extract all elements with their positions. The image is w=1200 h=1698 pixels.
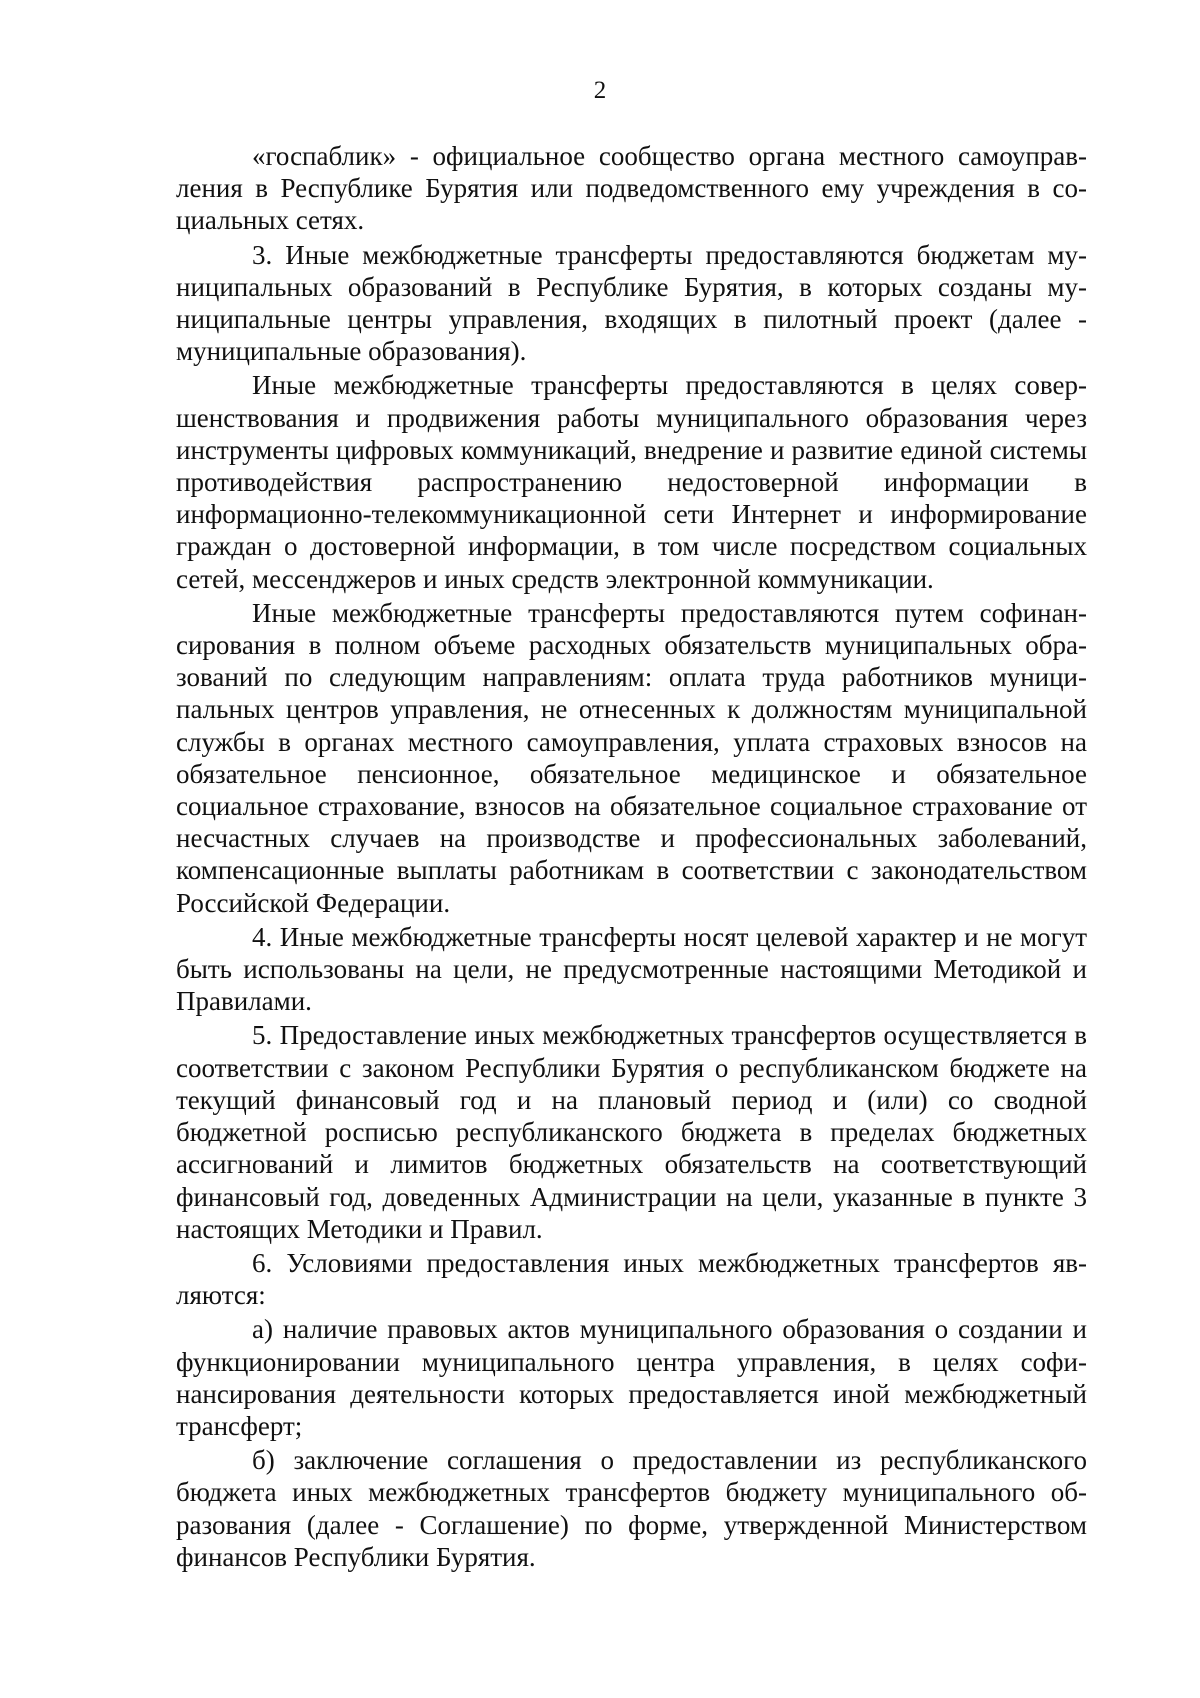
paragraph-gospablik-definition: «госпаблик» - официальное сообщество органа местного самоуправления в Республике Бурятия или подведомственного ему учреждения в социальных сетях. <box>176 141 1087 236</box>
page-number: 2 <box>593 77 607 104</box>
paragraph-6: 6. Условиями предоставления иных межбюджетных трансфертов являются: <box>176 1247 1087 1311</box>
paragraph-5: 5. Предоставление иных межбюджетных трансфертов осуществляется в соответствии с законом Республики Бурятия о республиканском бюджете на текущий финансовый год и на плановый период и (или) со сводной бюджетной росписью республиканского бюджета в пределах бюджетных ассигнований и лимитов бюджетных обязательств на соответствующий финансовый год, доведенных Администрации на цели, указанные в пункте 3 настоящих Методики и Правил. <box>176 1020 1087 1244</box>
paragraph-3-purpose: Иные межбюджетные трансферты предоставляются в целях совершенствования и продвижения работы муниципального образования через инструменты цифровых коммуникаций, внедрение и развитие единой системы противодействия распространению недостоверной информации в информационно-телекоммуникационной сети Интернет и информирование граждан о достоверной информации, в том числе посредством социальных сетей, мессенджеров и иных средств электронной коммуникации. <box>176 370 1087 594</box>
paragraph-6a: а) наличие правовых актов муниципального образования о создании и функционировании муниципального центра управления, в целях софинансирования деятельности которых предоставляется иной межбюджетный трансферт; <box>176 1314 1087 1441</box>
paragraph-3: 3. Иные межбюджетные трансферты предоставляются бюджетам муниципальных образований в Республике Бурятия, в которых созданы муниципальные центры управления, входящих в пилотный проект (далее - муниципальные образования). <box>176 239 1087 367</box>
document-body <box>176 140 1087 1573</box>
paragraph-3-cofinancing: Иные межбюджетные трансферты предоставляются путем софинансирования в полном объеме расходных обязательств муниципальных образований по следующим направлениям: оплата труда работников муниципальных центров управления, не отнесенных к должностям муниципальной службы в органах местного самоуправления, уплата страховых взносов на обязательное пенсионное, обязательное медицинское и обязательное социальное страхование, взносов на обязательное социальное страхование от несчастных случаев на производстве и профессиональных заболеваний, компенсационные выплаты работникам в соответствии с законодательством Российской Федерации. <box>176 597 1087 918</box>
paragraph-6b: б) заключение соглашения о предоставлении из республиканского бюджета иных межбюджетных трансфертов бюджету муниципального образования (далее - Соглашение) по форме, утвержденной Министерством финансов Республики Бурятия. <box>176 1445 1087 1572</box>
paragraph-4: 4. Иные межбюджетные трансферты носят целевой характер и не могут быть использованы на цели, не предусмотренные настоящими Методикой и Правилами. <box>176 921 1087 1017</box>
